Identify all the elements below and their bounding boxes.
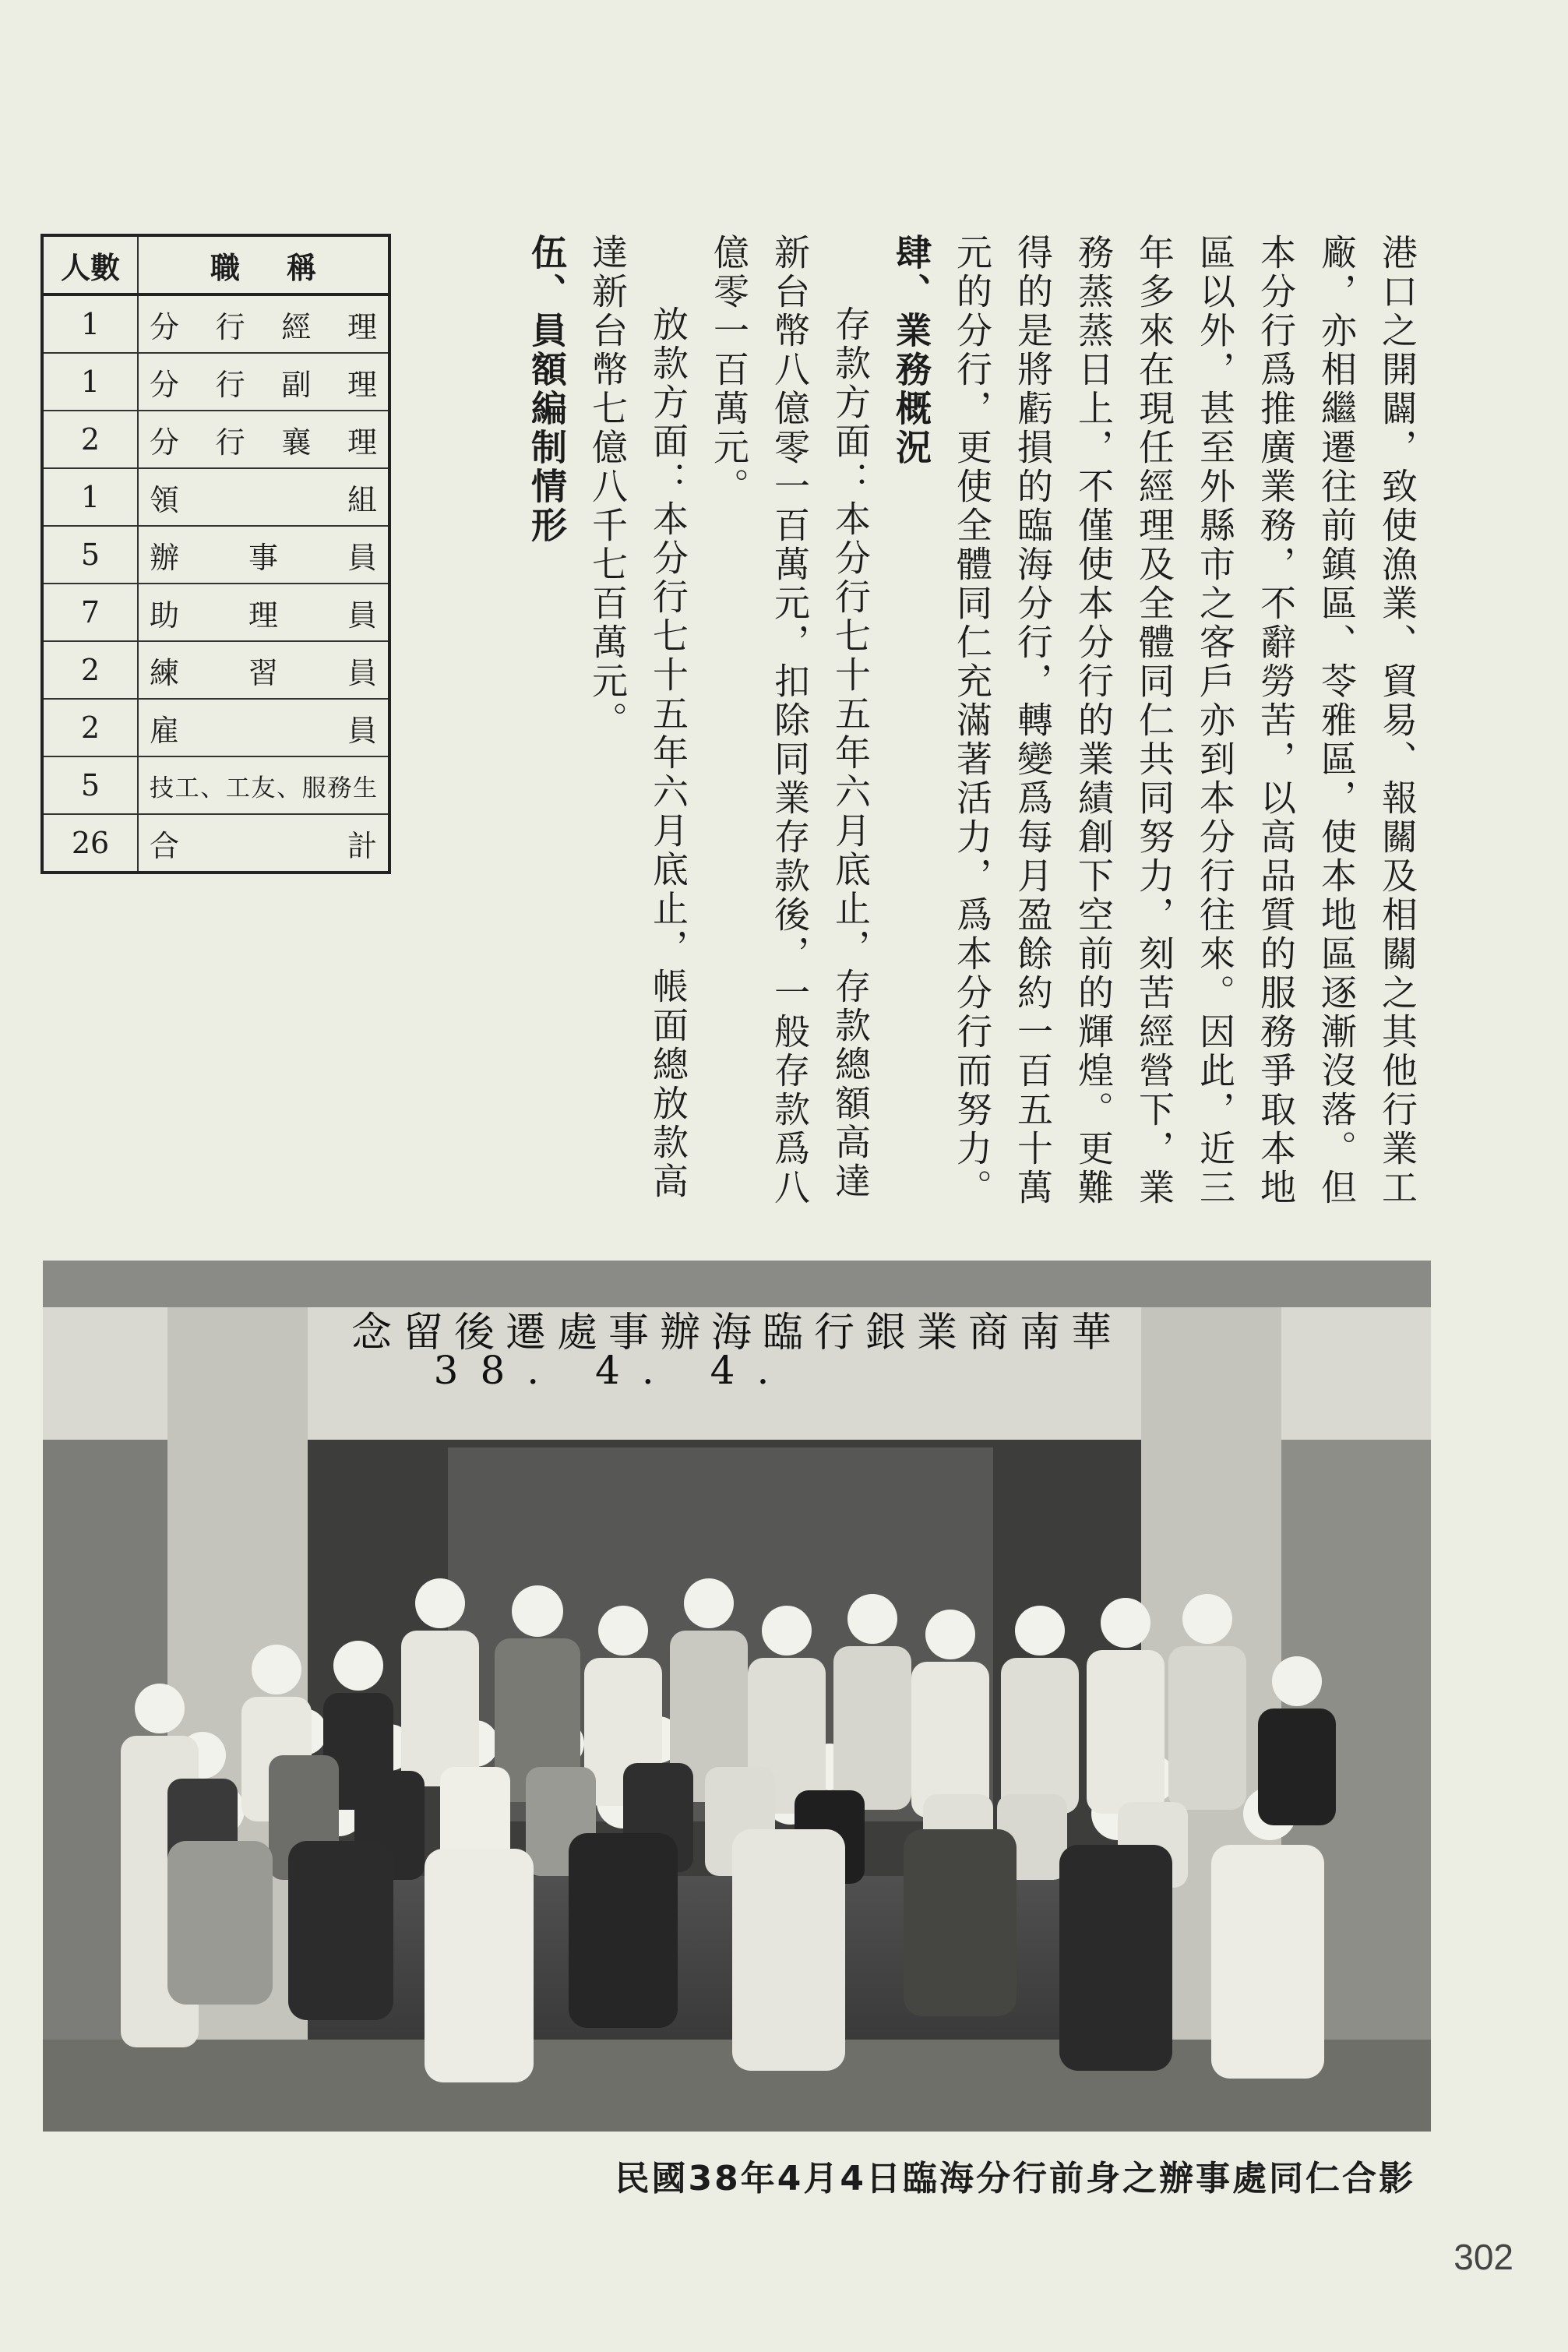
- group-photo: [43, 1261, 1431, 2132]
- staff-title: 分行副理: [138, 353, 389, 411]
- staff-count: 7: [42, 584, 138, 641]
- header-count: 人數: [42, 235, 138, 294]
- staff-count: 1: [42, 468, 138, 526]
- staff-title: 技工、工友、服務生: [138, 756, 389, 814]
- staff-table-header: [42, 235, 389, 294]
- staff-count: 1: [42, 353, 138, 411]
- staff-count: 2: [42, 641, 138, 699]
- staff-count: 5: [42, 756, 138, 814]
- staff-title: 雇員: [138, 699, 389, 756]
- table-row: [42, 294, 389, 353]
- table-row: [42, 353, 389, 411]
- section-4-heading: 肆、業務概況: [890, 234, 932, 467]
- people-illustration: [43, 1261, 1431, 2132]
- deposits-paragraph: 存款方面：本分行七十五年六月底止，存款總額高達新台幣八億零一百萬元，扣除同業存款後，一般存款爲八億零一百萬元。: [708, 234, 872, 1208]
- body-paragraph: 港口之開闢，致使漁業、貿易、報關及相關之其他行業工廠，亦相繼遷往前鎮區、苓雅區，使本地區逐漸沒落。但本分行爲推廣業務，不辭勞苦，以高品質的服務爭取本地區以外，甚至外縣市之客戶亦到本分行往來。因此，近三年多來在現任經理及全體同仁共同努力，刻苦經營下，業務蒸蒸日上，不僅使本分行的業績創下空前的輝煌。更難得的是將虧損的臨海分行，轉變爲每月盈餘約一百五十萬元的分行，更使全體同仁充滿著活力，爲本分行而努力。: [951, 234, 1418, 1208]
- table-row: [42, 584, 389, 641]
- staff-count: 5: [42, 526, 138, 584]
- staff-count: 26: [42, 814, 138, 873]
- staff-count: 1: [42, 294, 138, 353]
- staff-title: 領組: [138, 468, 389, 526]
- table-row: [42, 526, 389, 584]
- staff-title: 分行襄理: [138, 411, 389, 468]
- staff-count: 2: [42, 699, 138, 756]
- photo-date-text: 38. 4. 4.: [433, 1348, 791, 1393]
- staff-table: [41, 234, 391, 874]
- table-row: [42, 756, 389, 814]
- section-5-heading: 伍、員額編制情形: [526, 234, 568, 545]
- table-row: [42, 411, 389, 468]
- staff-title: 練習員: [138, 641, 389, 699]
- table-row: [42, 699, 389, 756]
- staff-title: 分行經理: [138, 294, 389, 353]
- body-text: [516, 234, 1428, 1215]
- staff-title: 辦事員: [138, 526, 389, 584]
- page-number: 302: [1453, 2237, 1513, 2277]
- staff-title: 助理員: [138, 584, 389, 641]
- table-row: [42, 641, 389, 699]
- table-row: [42, 468, 389, 526]
- photo-banner-text: 念留後遷處事辦海臨行銀業商南華: [351, 1310, 1122, 1356]
- header-title: 職稱: [138, 235, 389, 294]
- staff-title: 合計: [138, 814, 389, 873]
- photo-caption: 民國38年4月4日臨海分行前身之辦事處同仁合影: [615, 2159, 1415, 2199]
- loans-paragraph: 放款方面：本分行七十五年六月底止，帳面總放款高達新台幣七億八千七百萬元。: [587, 234, 689, 1201]
- staff-count: 2: [42, 411, 138, 468]
- table-row: [42, 814, 389, 873]
